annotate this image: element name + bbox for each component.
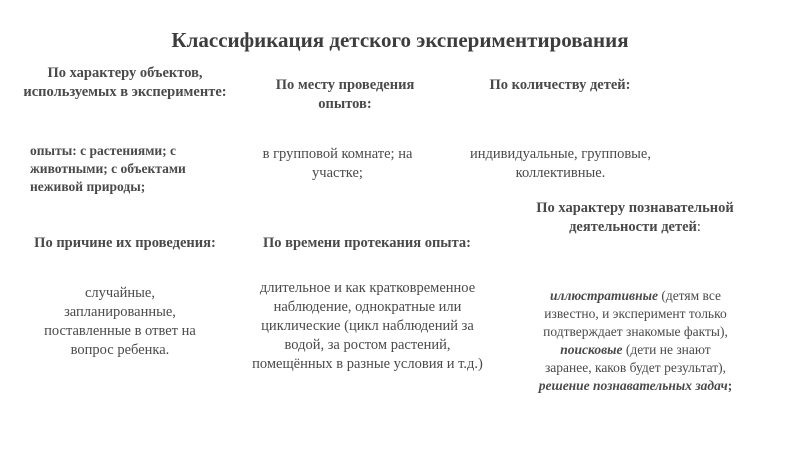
heading-duration: По времени протекания опыта:: [262, 235, 472, 251]
text-object-type: опыты: с растениями; с животными; с объектами неживой природы;: [30, 143, 186, 194]
heading-children-count: По количеству детей:: [489, 77, 631, 93]
term-illustrative: иллюстративные: [550, 288, 658, 303]
text-cognitive: [538, 287, 733, 395]
heading-cognitive-label: По характеру познавательной деятельности детей: [536, 200, 734, 235]
heading-cognitive: [530, 199, 740, 237]
term-search: поисковые: [560, 342, 623, 357]
heading-reason: По причине их проведения:: [34, 235, 216, 251]
desc-illustrative: (детям все известно, и эксперимент только подтверждает знакомые факты),: [543, 288, 728, 339]
term-problem-solving: решение познавательных задач: [538, 378, 728, 393]
text-duration: длительное и как кратковременное наблюдение, однократные или циклические (цикл наблюдений за водой, за ростом растений, помещённых в разные условия и т.д.): [252, 280, 483, 372]
heading-object-type: По характеру объектов, используемых в эксперименте:: [23, 65, 227, 100]
text-children-count: индивидуальные, групповые, коллективные.: [470, 146, 651, 181]
text-reason: случайные, запланированные, поставленные в ответ на вопрос ребенка.: [44, 285, 196, 358]
desc-search: (дети не знают заранее, каков будет результат),: [544, 342, 727, 375]
heading-place: По месту проведения опытов:: [275, 77, 415, 112]
heading-cognitive-colon: :: [696, 219, 701, 235]
page-title: Классификация детского экспериментирования: [171, 28, 629, 52]
text-place: в групповой комнате; на участке;: [262, 146, 413, 181]
term-problem-solving-tail: ;: [727, 378, 733, 393]
